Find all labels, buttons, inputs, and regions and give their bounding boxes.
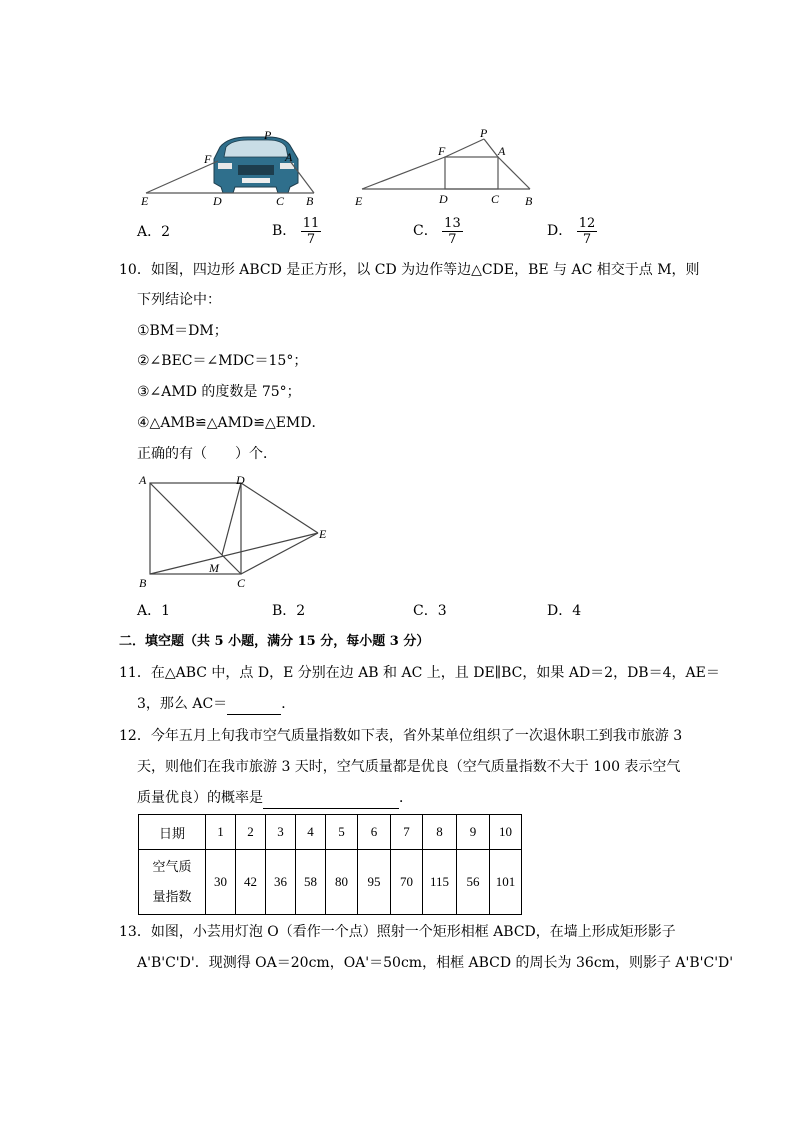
option-letter: B．: [272, 603, 297, 619]
q9-figure-car: [138, 125, 323, 210]
punctuation: ．: [281, 696, 296, 712]
header-text: 量指数: [152, 889, 192, 904]
date-cell: 1: [206, 815, 236, 850]
value-cell: 115: [423, 850, 457, 915]
q10-option-c[interactable]: [413, 601, 447, 621]
label-D: D: [213, 194, 222, 208]
option-letter: D．: [547, 603, 573, 619]
option-value: 4: [572, 603, 582, 619]
q9-option-d[interactable]: [547, 214, 597, 248]
q12-line3: [137, 788, 413, 809]
q13-line2: A'B'C'D'．现测得 OA＝20cm，OA'＝50cm，相框 ABCD 的周长为 36cm，则影子 A'B'C'D': [137, 955, 734, 971]
q13-line1: 13．如图，小芸用灯泡 O（看作一个点）照射一个矩形相框 ABCD，在墙上形成矩形影子: [119, 924, 676, 940]
label-P: P: [480, 126, 488, 140]
option-value: 2: [161, 224, 171, 240]
q12-line1: 12．今年五月上旬我市空气质量指数如下表，省外某单位组织了一次退休职工到我市旅游 3: [119, 728, 683, 744]
date-cell: 6: [358, 815, 391, 850]
value-cell: 56: [457, 850, 490, 915]
label-F: F: [204, 152, 212, 166]
punctuation: ．: [399, 790, 413, 806]
q11-line2-text: 3，那么 AC＝: [137, 696, 228, 712]
value-cell: 101: [490, 850, 522, 915]
date-cell: 3: [266, 815, 296, 850]
value-cell: 36: [266, 850, 296, 915]
q9-option-c[interactable]: [413, 214, 463, 248]
q10-question: 正确的有（ ）个．: [137, 446, 277, 462]
label-B: B: [139, 576, 147, 590]
q10-statement-4: ④△AMB≌△AMD≌△EMD．: [137, 415, 326, 431]
value-cell: 42: [236, 850, 266, 915]
fraction: $\frac{11}{7}$: [302, 215, 320, 247]
label-P: P: [264, 128, 272, 142]
air-quality-table: [138, 814, 522, 915]
option-letter: C．: [413, 223, 438, 239]
header-text: 空气质: [152, 859, 192, 874]
date-cell: 8: [423, 815, 457, 850]
answer-blank[interactable]: [227, 694, 281, 715]
q10-intro-line1: 10．如图，四边形 ABCD 是正方形，以 CD 为边作等边△CDE，BE 与 AC 相交于点 M，则: [119, 262, 700, 278]
label-C: C: [237, 576, 246, 590]
date-cell: 4: [296, 815, 326, 850]
option-value: 2: [296, 603, 306, 619]
fraction: $\frac{12}{7}$: [578, 215, 596, 247]
table-row-values: [139, 850, 522, 915]
q10-option-b[interactable]: [272, 601, 305, 621]
label-A: A: [285, 150, 293, 164]
q11-line1: 11．在△ABC 中，点 D，E 分别在边 AB 和 AC 上，且 DE∥BC，如果 AD＝2，DB＝4，AE＝: [119, 665, 720, 681]
option-letter: C．: [413, 603, 438, 619]
q11-line2: [137, 694, 295, 715]
option-value: 1: [161, 603, 171, 619]
option-value: 3: [437, 603, 447, 619]
label-C: C: [276, 194, 285, 208]
label-E: E: [141, 194, 149, 208]
option-letter: A．: [137, 224, 162, 240]
q9-option-b[interactable]: [272, 214, 321, 248]
header-cell: 日期: [139, 815, 206, 850]
q9-option-a[interactable]: [137, 222, 170, 242]
label-D: D: [439, 192, 448, 206]
q12-line3-text: 质量优良）的概率是: [137, 790, 263, 806]
q10-option-a[interactable]: [137, 601, 170, 621]
fraction: $\frac{13}{7}$: [444, 215, 461, 247]
option-letter: B．: [272, 223, 297, 239]
label-F: F: [438, 144, 446, 158]
label-M: M: [209, 561, 219, 575]
date-cell: 10: [490, 815, 522, 850]
date-cell: 9: [457, 815, 490, 850]
value-cell: 30: [206, 850, 236, 915]
date-cell: 5: [326, 815, 358, 850]
label-E: E: [355, 194, 363, 208]
label-E: E: [319, 527, 327, 541]
section-title: 二．填空题（共 5 小题，满分 15 分，每小题 3 分）: [119, 634, 430, 649]
date-cell: 7: [391, 815, 423, 850]
value-cell: 80: [326, 850, 358, 915]
label-B: B: [306, 194, 314, 208]
table-row-dates: [139, 815, 522, 850]
car-image: [214, 137, 298, 193]
q10-intro-line2: 下列结论中：: [137, 292, 221, 308]
header-cell: [139, 850, 206, 915]
label-A: A: [498, 144, 506, 158]
label-D: D: [236, 473, 245, 487]
q10-statement-2: ②∠BEC＝∠MDC＝15°；: [137, 353, 308, 369]
q10-option-d[interactable]: [547, 601, 581, 621]
q10-statement-3: ③∠AMD 的度数是 75°；: [137, 384, 301, 400]
answer-blank[interactable]: [263, 788, 399, 809]
q10-figure: [135, 472, 330, 594]
q10-statement-1: ①BM＝DM；: [137, 323, 228, 339]
label-B: B: [525, 194, 533, 208]
option-letter: A．: [137, 603, 162, 619]
value-cell: 95: [358, 850, 391, 915]
date-cell: 2: [236, 815, 266, 850]
q12-line2: 天，则他们在我市旅游 3 天时，空气质量都是优良（空气质量指数不大于 100 表示空气: [137, 759, 681, 775]
option-letter: D．: [547, 223, 573, 239]
q9-figure-diagram: [352, 125, 542, 210]
value-cell: 70: [391, 850, 423, 915]
label-C: C: [491, 192, 500, 206]
label-A: A: [139, 473, 147, 487]
value-cell: 58: [296, 850, 326, 915]
